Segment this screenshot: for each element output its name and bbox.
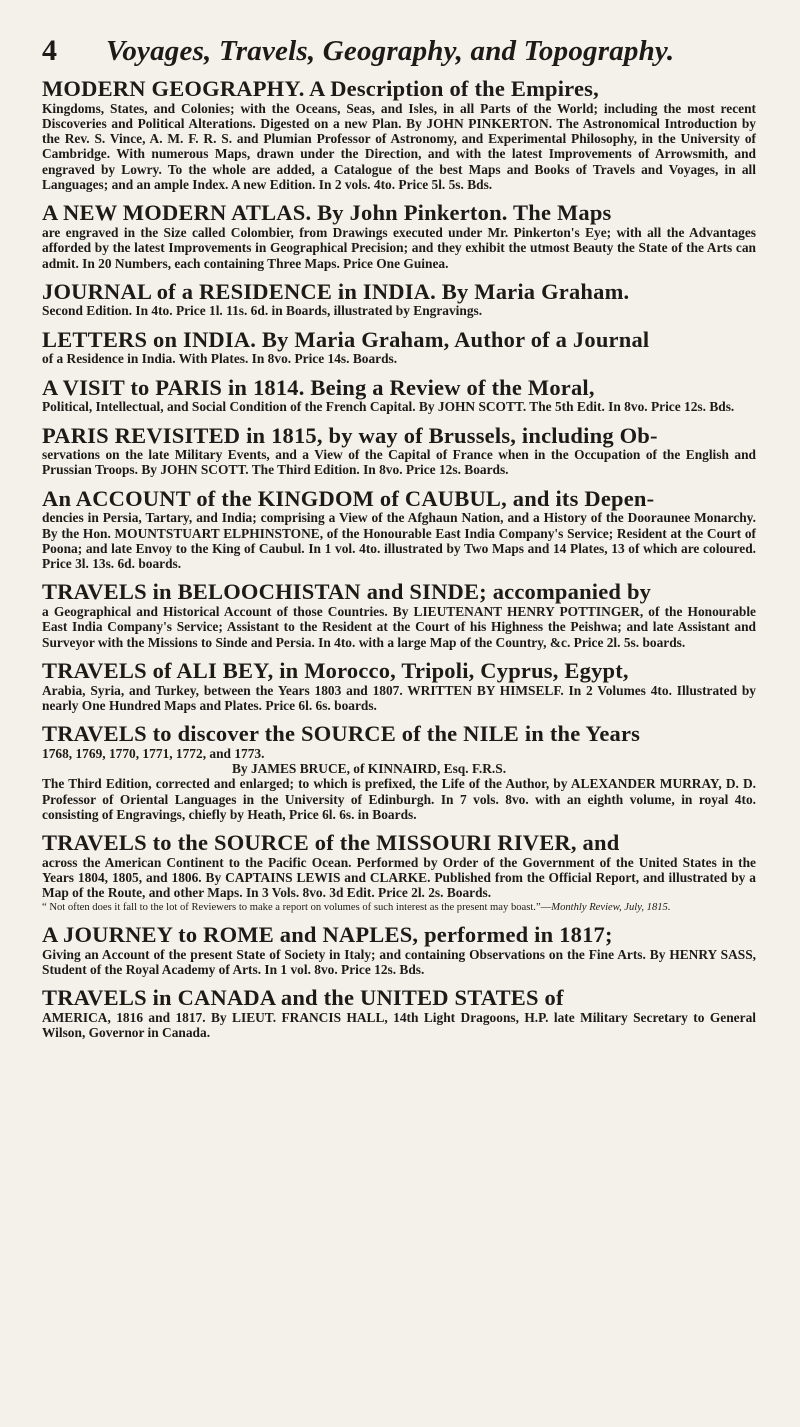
entry-title-line — [42, 722, 756, 746]
entry-description: a Geographical and Historical Account of those Countries. By LIEUTENANT HENRY POTTINGER, of the Honourable East India Company's Service; Assistant to the Resident at the Court of his Highness the Peishwa; and late Assistant and Surveyor with the Missions to Sinde and Persia. In 4to. with a large Map of the Country, &c. Price 2l. 5s. boards. — [42, 604, 756, 650]
book-entry — [42, 986, 756, 1040]
entry-title: A VISIT to PARIS in 1814. — [42, 374, 305, 400]
entry-description: servations on the late Military Events, and a View of the Capital of France when in the Occupation of the English and Prussian Troops. By JOHN SCOTT. The Third Edition. In 8vo. Price 12s. Boards. — [42, 447, 756, 478]
entry-title-line — [42, 280, 756, 304]
entry-title-line — [42, 831, 756, 855]
entry-description: are engraved in the Size called Colombier, from Drawings executed under Mr. Pinkerton's Eye; with all the Advantages afforded by the latest Improvements in Geographical Precision; and they exhibit the utmost Beauty the State of the Arts can admit. In 20 Numbers, each containing Three Maps. Price One Guinea. — [42, 224, 756, 271]
entry-title: TRAVELS to discover the SOURCE of the NILE — [42, 721, 519, 747]
entry-description: Second Edition. In 4to. Price 1l. 11s. 6d. in Boards, illustrated by Engravings. — [42, 303, 483, 319]
entry-author-line: By JAMES BRUCE, of KINNAIRD, Esq. F.R.S. — [232, 761, 507, 776]
entry-description: Kingdoms, States, and Colonies; with the Oceans, Seas, and Isles, in all Parts of the World; including the most recent Discoveries and Political Alterations. Digested on a new Plan. By JOHN PINKERTON. The Astronomical Introduction by the Rev. S. Vince, A. M. F. R. S. and Plumian Professor of Astronomy, and Experimental Philosophy, in the University of Cambridge. With numerous Maps, drawn under the Direction, and with the latest Improvements of Arrowsmith, and engraved by Lowry. To the whole are added, a Catalogue of the best Maps and Books of Travels and Voyages, in all Languages; and an ample Index. A new Edition. In 2 vols. 4to. Price 5l. 5s. Bds. — [42, 100, 756, 193]
entry-title-rest: Being a Review of the Moral, — [304, 374, 595, 400]
entry-description: Arabia, Syria, and Turkey, between the Years 1803 and 1807. WRITTEN BY HIMSELF. In 2 Volumes 4to. Illustrated by nearly One Hundred Maps and Plates. Price 6l. 6s. boards. — [42, 682, 756, 713]
entry-title: PARIS REVISITED in 1815, — [42, 422, 323, 448]
entry-title-rest: in the Years — [519, 721, 641, 747]
entry-description: 1768, 1769, 1770, 1771, 1772, and 1773. — [42, 745, 265, 761]
entry-title-rest: and its Depen- — [506, 485, 655, 511]
entry-title-line — [42, 77, 756, 101]
running-header — [42, 34, 756, 68]
review-quote-text: “ Not often does it fall to the lot of Reviewers to make a report on volumes of such interest as the present may boast.”— — [42, 901, 552, 913]
book-entry — [42, 923, 756, 977]
entry-title-rest: A Description of the Empires, — [304, 76, 599, 101]
entry-title-line — [42, 201, 756, 225]
page-number: 4 — [42, 34, 57, 67]
entry-title-rest: By John Pinkerton. The Maps — [311, 200, 612, 226]
book-entry — [42, 659, 756, 713]
entry-description-continued: The Third Edition, corrected and enlarged; to which is prefixed, the Life of the Author, by ALEXANDER MURRAY, D. D. Professor of Oriental Languages in the University of Edinburgh. In 7 vols. 8vo. with an eighth volume, in royal 4to. consisting of Engravings, chiefly by Heath, Price 6l. 6s. in Boards. — [42, 776, 756, 822]
entry-title-rest: and — [576, 830, 620, 856]
book-entry — [42, 77, 756, 192]
entry-title: TRAVELS to the SOURCE of the MISSOURI RIVER, — [42, 830, 577, 856]
entry-title-line — [42, 580, 756, 604]
review-quote-source: Monthly Review, July, 1815. — [551, 901, 671, 913]
entry-title-rest: accompanied by — [486, 579, 652, 605]
review-quote — [42, 902, 756, 914]
entry-description: AMERICA, 1816 and 1817. By LIEUT. FRANCIS HALL, 14th Light Dragoons, H.P. late Military Secretary to General Wilson, Governor in Canada. — [42, 1009, 756, 1040]
entry-title: TRAVELS in CANADA and the UNITED STATES — [42, 985, 539, 1011]
entry-title-line — [42, 487, 756, 511]
entry-title: JOURNAL of a RESIDENCE in INDIA. — [42, 278, 436, 304]
book-entry — [42, 376, 756, 415]
book-entry — [42, 424, 756, 478]
entry-title-line — [42, 424, 756, 448]
entry-description: of a Residence in India. With Plates. In 8vo. Price 14s. Boards. — [42, 351, 398, 367]
entry-title: MODERN GEOGRAPHY. — [42, 76, 305, 101]
book-entry — [42, 831, 756, 914]
entry-description: dencies in Persia, Tartary, and India; comprising a View of the Afghaun Nation, and a History of the Dooraunee Monarchy. By the Hon. MOUNTSTUART ELPHINSTONE, of the Honourable East India Company's Service; Resident at the Court of Poona; and late Envoy to the King of Caubul. In 1 vol. 4to. illustrated by Two Maps and 14 Plates, 13 of which are coloured. Price 3l. 13s. 6d. boards. — [42, 510, 756, 572]
entry-title: A JOURNEY to ROME and NAPLES, — [42, 921, 419, 947]
entry-description: Political, Intellectual, and Social Condition of the French Capital. By JOHN SCOTT. The 5th Edit. In 8vo. Price 12s. Bds. — [42, 399, 735, 415]
entry-title-rest: By Maria Graham, Author of a Journal — [256, 326, 650, 352]
running-title: Voyages, Travels, Geography, and Topography. — [106, 35, 675, 67]
entry-title-line — [42, 376, 756, 400]
entry-description: across the American Continent to the Pacific Ocean. Performed by Order of the Government of the United States in the Years 1804, 1805, and 1806. By CAPTAINS LEWIS and CLARKE. Published from the Official Report, and illustrated by a Map of the Route, and other Maps. In 3 Vols. 8vo. 3d Edit. Price 2l. 2s. Boards. — [42, 854, 756, 901]
entry-title-line — [42, 328, 756, 352]
entry-title: TRAVELS in BELOOCHISTAN and SINDE; — [42, 579, 487, 605]
book-entry — [42, 580, 756, 649]
entry-title-line — [42, 659, 756, 683]
book-entry — [42, 487, 756, 572]
book-entry — [42, 328, 756, 367]
book-entry — [42, 201, 756, 270]
entry-title: An ACCOUNT of the KINGDOM of CAUBUL, — [42, 485, 507, 511]
entry-title-line — [42, 986, 756, 1010]
entry-title: LETTERS on INDIA. — [42, 326, 257, 352]
entry-description: Giving an Account of the present State of Society in Italy; and containing Observations on the Fine Arts. By HENRY SASS, Student of the Royal Academy of Arts. In 1 vol. 8vo. Price 12s. Bds. — [42, 946, 756, 977]
entry-title-line — [42, 923, 756, 947]
book-entry — [42, 280, 756, 319]
book-entry — [42, 722, 756, 822]
entry-title-rest: in Morocco, Tripoli, Cyprus, Egypt, — [273, 657, 629, 683]
entry-title-rest: performed in 1817; — [418, 921, 613, 947]
entry-title: TRAVELS of ALI BEY, — [42, 657, 274, 683]
entry-title-rest: of — [538, 985, 564, 1011]
entry-title: A NEW MODERN ATLAS. — [42, 200, 312, 226]
entry-title-rest: By Maria Graham. — [435, 278, 630, 304]
entry-title-rest: by way of Brussels, including Ob- — [322, 422, 658, 448]
